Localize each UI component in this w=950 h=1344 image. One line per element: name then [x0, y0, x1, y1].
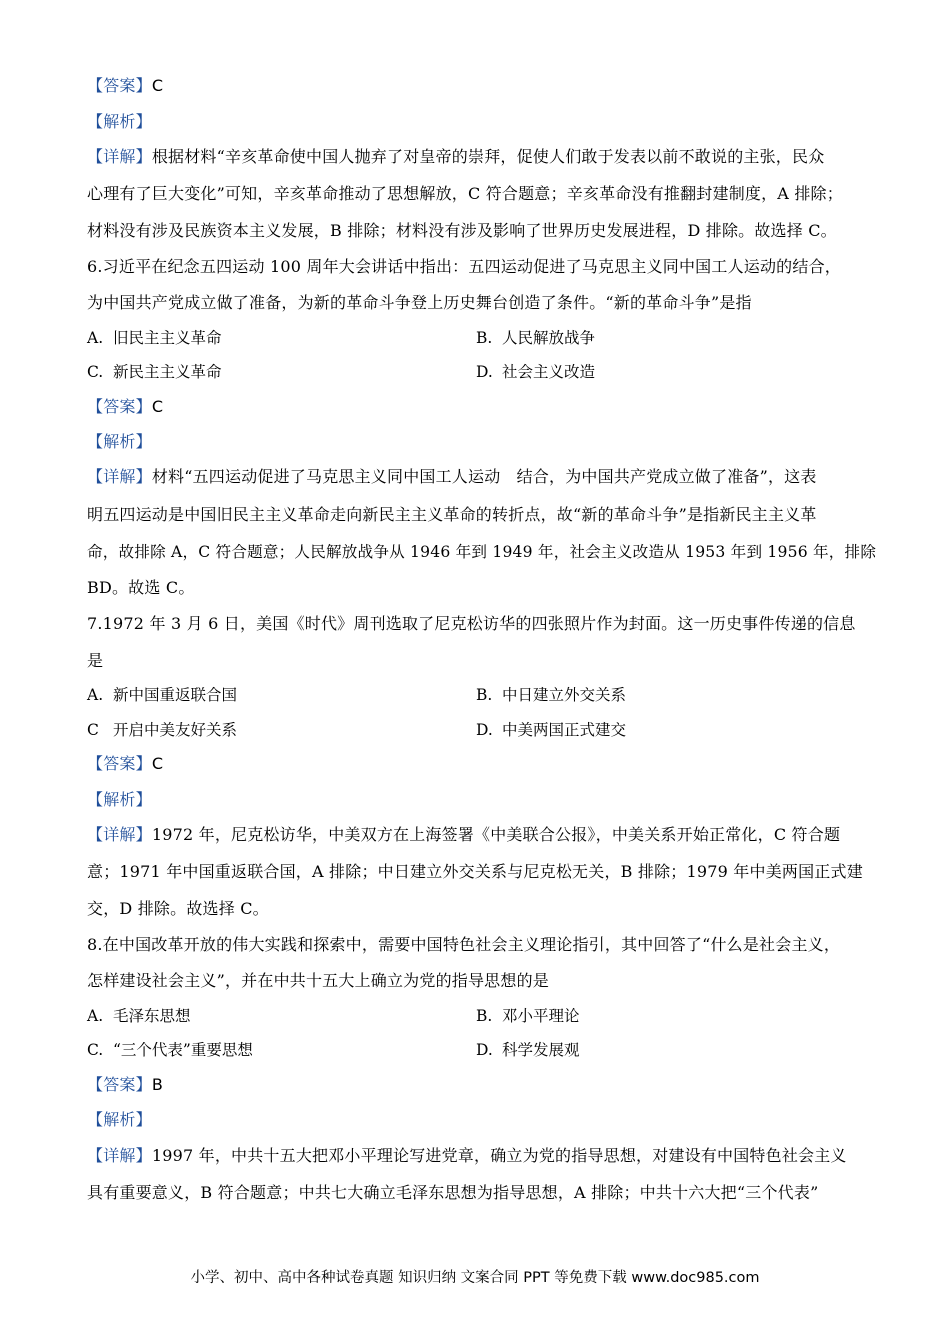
detail-line: 材料没有涉及民族资本主义发展，B 排除；材料没有涉及影响了世界历史发展进程，D 排除。故选择 C。 — [87, 221, 837, 240]
answer-line — [87, 76, 163, 96]
answer-line — [87, 754, 163, 774]
option-key: B. — [476, 686, 493, 704]
answer-line — [87, 1075, 163, 1095]
option-key: C. — [87, 363, 104, 381]
detail-line: 具有重要意义，B 符合题意；中共七大确立毛泽东思想为指导思想，A 排除；中共十六大把“三个代表” — [87, 1183, 819, 1202]
option-b — [476, 328, 595, 348]
option-text: 科学发展观 — [502, 1041, 580, 1059]
option-key: B. — [476, 1007, 493, 1025]
answer-tag: 【答案】 — [87, 1075, 152, 1094]
option-text: 新中国重返联合国 — [113, 686, 238, 704]
detail-tag: 【详解】 — [87, 147, 152, 166]
page-footer: 小学、初中、高中各种试卷真题 知识归纳 文案合同 PPT 等免费下载 www.doc985.com — [190, 1270, 760, 1286]
analysis-heading — [87, 790, 152, 810]
option-text: 社会主义改造 — [502, 363, 596, 381]
question-stem: 8.在中国改革开放的伟大实践和探索中，需要中国特色社会主义理论指引，其中回答了“什么是社会主义， — [87, 935, 841, 954]
option-d — [476, 362, 595, 382]
detail-line: 命，故排除 A，C 符合题意；人民解放战争从 1946 年到 1949 年，社会主义改造从 1953 年到 1956 年，排除 — [87, 543, 877, 561]
option-text: 开启中美友好关系 — [113, 721, 238, 739]
option-c — [87, 1040, 253, 1060]
analysis-tag: 【解析】 — [87, 432, 152, 451]
option-text: “三个代表”重要思想 — [113, 1041, 253, 1059]
answer-value: C — [151, 397, 164, 416]
detail-line: BD。故选 C。 — [87, 578, 195, 597]
question-stem: 怎样建设社会主义”，并在中共十五大上确立为党的指导思想的是 — [87, 971, 549, 990]
answer-value: C — [151, 754, 164, 773]
option-c — [87, 720, 237, 740]
answer-value: B — [151, 1075, 163, 1094]
option-d — [476, 720, 626, 740]
option-key: B. — [476, 329, 493, 347]
detail-text: 1972 年，尼克松访华，中美双方在上海签署《中美联合公报》，中美关系开始正常化，C 符合题 — [151, 825, 841, 844]
answer-tag: 【答案】 — [87, 754, 152, 773]
option-c — [87, 362, 222, 382]
option-d — [476, 1040, 580, 1060]
answer-tag: 【答案】 — [87, 76, 152, 95]
analysis-tag: 【解析】 — [87, 1110, 152, 1129]
analysis-tag: 【解析】 — [87, 112, 152, 131]
option-text: 邓小平理论 — [502, 1007, 580, 1025]
option-text: 新民主主义革命 — [113, 363, 222, 381]
option-key: D. — [476, 1041, 493, 1059]
option-text: 人民解放战争 — [502, 329, 596, 347]
detail-tag: 【详解】 — [87, 467, 152, 486]
detail-line: 心理有了巨大变化”可知，辛亥革命推动了思想解放，C 符合题意；辛亥革命没有推翻封建制度，A 排除； — [87, 184, 843, 203]
option-key: C. — [87, 1041, 104, 1059]
option-key: D. — [476, 721, 493, 739]
analysis-tag: 【解析】 — [87, 790, 152, 809]
detail-line — [87, 467, 817, 487]
detail-text: 1997 年，中共十五大把邓小平理论写进党章，确立为党的指导思想，对建设有中国特色社会主义 — [151, 1146, 847, 1165]
option-text: 旧民主主义革命 — [113, 329, 222, 347]
analysis-heading — [87, 112, 152, 132]
detail-tag: 【详解】 — [87, 1146, 152, 1165]
option-text: 中美两国正式建交 — [502, 721, 627, 739]
option-key: D. — [476, 363, 493, 381]
analysis-heading — [87, 1110, 152, 1130]
detail-text: 根据材料“辛亥革命使中国人抛弃了对皇帝的崇拜，促使人们敢于发表以前不敢说的主张，民众 — [151, 147, 825, 166]
option-b — [476, 1006, 580, 1026]
detail-text: 材料“五四运动促进了马克思主义同中国工人运动 结合，为中国共产党成立做了准备”，这表 — [151, 467, 817, 486]
detail-line: 明五四运动是中国旧民主主义革命走向新民主主义革命的转折点，故“新的革命斗争”是指新民主主义革 — [87, 505, 817, 524]
question-stem: 是 — [87, 651, 104, 670]
detail-line: 交，D 排除。故选择 C。 — [87, 899, 269, 918]
option-text: 中日建立外交关系 — [502, 686, 627, 704]
option-a — [87, 1006, 191, 1026]
analysis-heading — [87, 432, 152, 452]
question-stem: 6.习近平在纪念五四运动 100 周年大会讲话中指出：五四运动促进了马克思主义同中国工人运动的结合， — [87, 257, 841, 276]
option-key: C — [87, 721, 99, 739]
question-stem: 为中国共产党成立做了准备，为新的革命斗争登上历史舞台创造了条件。“新的革命斗争”是指 — [87, 293, 752, 312]
answer-line — [87, 397, 163, 417]
option-key: A. — [87, 1007, 104, 1025]
detail-line — [87, 147, 824, 167]
option-a — [87, 328, 222, 348]
detail-line — [87, 825, 840, 845]
detail-line — [87, 1146, 847, 1166]
answer-value: C — [151, 76, 164, 95]
option-key: A. — [87, 329, 104, 347]
option-key: A. — [87, 686, 104, 704]
detail-tag: 【详解】 — [87, 825, 152, 844]
detail-line: 意；1971 年中国重返联合国，A 排除；中日建立外交关系与尼克松无关，B 排除；1979 年中美两国正式建 — [87, 862, 863, 881]
question-stem: 7.1972 年 3 月 6 日，美国《时代》周刊选取了尼克松访华的四张照片作为封面。这一历史事件传递的信息 — [87, 614, 856, 633]
option-a — [87, 685, 237, 705]
answer-tag: 【答案】 — [87, 397, 152, 416]
option-text: 毛泽东思想 — [113, 1007, 191, 1025]
option-b — [476, 685, 626, 705]
